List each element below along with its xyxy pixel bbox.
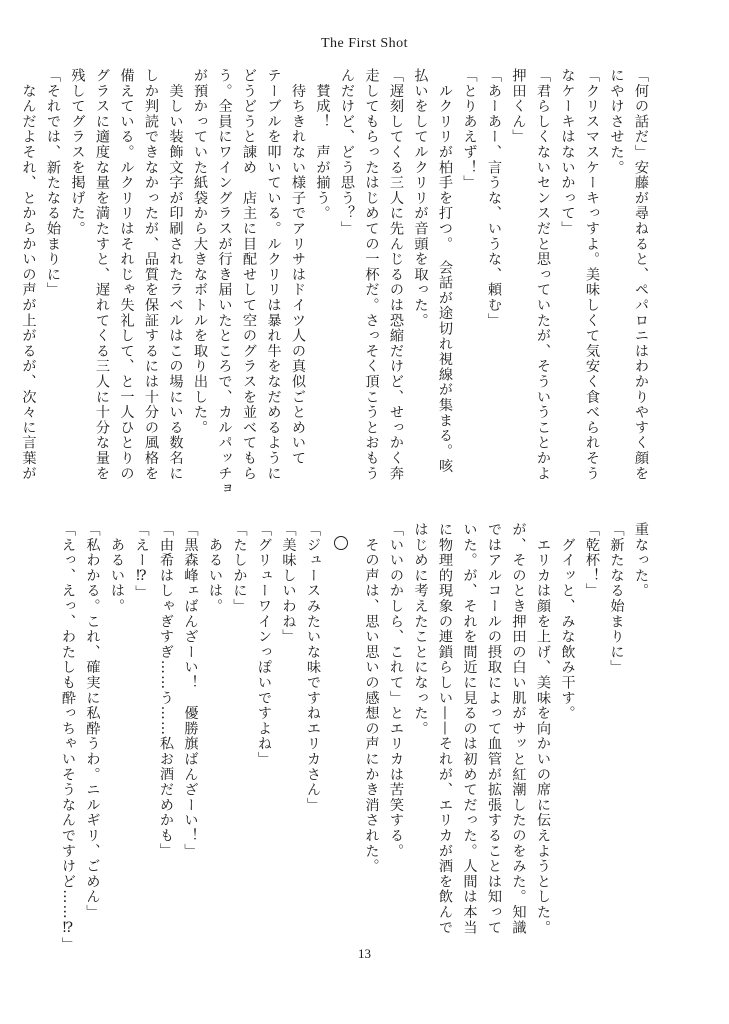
text-line: なケーキはないかって」 (559, 68, 576, 237)
scene-break-marker (325, 522, 359, 942)
text-line: 「たしかに」 (231, 522, 248, 614)
text-line: う。全員にワイングラスが行き届いたところで、カルパッチョ (216, 68, 233, 497)
text-line: 「美味しいわね」 (280, 522, 297, 645)
text-line: しか判読できなかったが、品質を保証するには十分の風格を (143, 68, 159, 482)
text-line: 「グリューワインっぽいですよね」 (256, 522, 272, 767)
text-line: 走してもらったはじめての一杯だ。さっそく頂こうとおもう (363, 68, 380, 482)
text-line: 「いいのかしら、これて」とエリカは苦笑する。 (388, 522, 404, 859)
text-line: にやけさせた。 (608, 68, 625, 176)
text-line: どうどうと諌め 店主に目配せして空のグラスを並べてもら (241, 68, 257, 482)
page-number: 13 (358, 946, 371, 961)
text-line: 重なった。 (633, 522, 649, 599)
text-line: 「えっ、えっ、わたしも酔っちゃいそうなんですけど……⁉」 (60, 522, 76, 953)
text-line: いた。が、それを間近に見るのは初めてだった。人間は本当 (461, 522, 478, 936)
text-line: 残してグラスを掲げた。 (69, 68, 86, 237)
text-line: 押田くん」 (510, 68, 527, 145)
circle-icon (334, 536, 348, 550)
text-line: 「乾杯！」 (584, 522, 600, 599)
text-line: 美しい装飾文字が印刷されたラベルはこの場にいる数名に (167, 68, 184, 482)
text-line: エリカは顔を上げ、美味を向かいの席に伝えようとした。 (535, 522, 551, 936)
text-line: に物理的現象の連鎖らしい——それが、エリカが酒を飲んで (437, 522, 453, 936)
text-block-upper (20, 68, 653, 497)
text-line: 「クリスマスケーキっすよ。美味しくて気安く食べられそう (584, 68, 600, 482)
text-line: はじめに考えたことになった。 (412, 522, 429, 737)
text-line: んだけど、どう思う？」 (339, 68, 355, 237)
text-line: 「とりあえず！」 (461, 68, 478, 191)
text-line: あるいは。 (109, 522, 125, 614)
text-line: 「黒森峰ェばんざーい！ 優勝旗ばんざーい！」 (182, 522, 199, 859)
text-line: 「それでは、新たなる始まりに」 (45, 68, 61, 298)
text-line: 「君らしくないセンスだと思っていたが、そういうことかよ (535, 68, 551, 482)
text-line: 備えている。ルクリリはそれじゃ失礼して、と一人ひとりの (118, 68, 135, 482)
text-line: グラスに適度な量を満たすと、遅れてくる三人に十分な量を (94, 68, 110, 482)
text-line: 「私わかる。これ、確実に私酔うわ。ニルギリ、ごめん」 (84, 522, 101, 920)
running-title: The First Shot (320, 36, 409, 51)
text-line: 賛成！ 声が揃う。 (314, 68, 331, 221)
text-line: 払いをしてルクリリが音頭を取った。 (412, 68, 429, 329)
text-line: なんだよそれ、とからかいの声が上がるが、次々に言葉が (20, 68, 37, 482)
text-line: 「あーあー、言うな、いうな、頼む」 (486, 68, 502, 329)
text-line: その声は、思い思いの感想の声にかき消された。 (363, 522, 380, 874)
text-line: テーブルを叩いている。ルクリリは暴れ牛をなだめるように (265, 68, 282, 482)
text-line: 「新たなる始まりに」 (608, 522, 625, 675)
text-line: が預かっていた紙袋から大きなボトルを取り出した。 (192, 68, 208, 436)
text-block-lower (60, 522, 653, 953)
text-line: 「由希はしゃぎすぎ……う……私お酒だめかも」 (158, 522, 174, 859)
text-line: が、そのとき押田の白い肌がサッと紅潮したのをみた。知識 (510, 522, 527, 936)
text-line: グイッと、みな飲み干す。 (559, 522, 576, 721)
text-line: 「えー⁉」 (133, 522, 150, 601)
text-line: ルクリリが柏手を打つ。 会話が途切れ視線が集まる。咳 (437, 68, 453, 474)
text-line: あるいは。 (207, 522, 223, 614)
text-line: ではアルコールの摂取によって血管が拡張することは知って (486, 522, 502, 936)
text-line: 「何の話だ」安藤が尋ねると、ペパロニはわかりやすく顔を (633, 68, 649, 482)
text-line: 待ちきれない様子でアリサはドイツ人の真似ごとめいて (290, 68, 306, 466)
text-line: 「ジュースみたいな味ですねエリカさん」 (305, 522, 321, 813)
text-line: 「遅刻してくる三人に先んじるのは恐縮だけど、せっかく奔 (388, 68, 404, 482)
